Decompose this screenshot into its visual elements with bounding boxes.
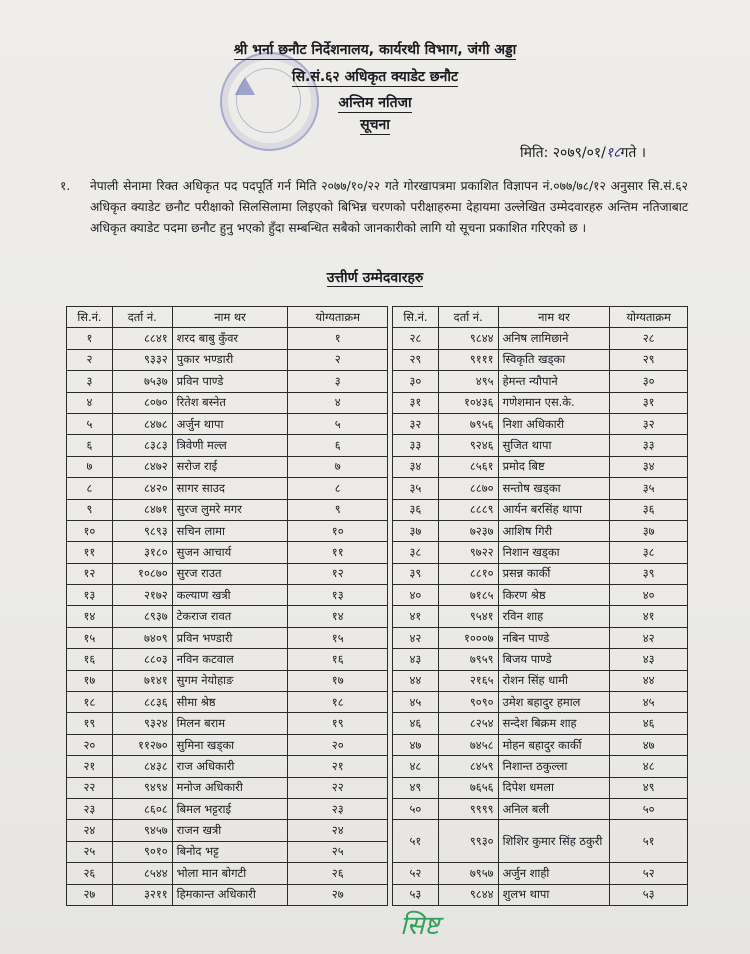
serial-cell: १९ bbox=[67, 713, 113, 734]
table-row bbox=[67, 670, 388, 691]
serial-cell: १८ bbox=[67, 692, 113, 713]
merit-rank-cell: २ bbox=[288, 349, 388, 370]
table-row bbox=[393, 542, 688, 563]
serial-cell: ५० bbox=[393, 798, 439, 819]
header-result: अन्तिम नतिजा bbox=[338, 95, 412, 111]
reg-no-cell: ९५४१ bbox=[438, 606, 498, 627]
table-row bbox=[393, 627, 688, 648]
merit-rank-cell: ३३ bbox=[610, 435, 688, 456]
reg-no-cell: ७२३७ bbox=[438, 520, 498, 541]
table-row bbox=[67, 756, 388, 777]
name-cell: नविन कटवाल bbox=[172, 649, 288, 670]
table-row bbox=[67, 798, 388, 819]
reg-no-cell: १०४३६ bbox=[438, 392, 498, 413]
reg-no-cell: ९०१० bbox=[112, 841, 172, 862]
reg-no-cell: ८३८३ bbox=[112, 435, 172, 456]
name-cell: रितेश बस्नेत bbox=[172, 392, 288, 413]
name-cell: प्रविन पाण्डे bbox=[172, 371, 288, 392]
table-row bbox=[393, 456, 688, 477]
reg-no-cell: ८०७० bbox=[112, 392, 172, 413]
reg-no-cell: ८४५९ bbox=[438, 756, 498, 777]
header-program: सि.सं.६२ अधिकृत क्याडेट छनौट bbox=[291, 69, 459, 85]
reg-no-cell: ८४३८ bbox=[112, 756, 172, 777]
reg-no-cell: २१६५ bbox=[438, 670, 498, 691]
name-cell: प्रमोद बिष्ट bbox=[498, 456, 610, 477]
name-cell: सचिन लामा bbox=[172, 520, 288, 541]
table-row bbox=[393, 585, 688, 606]
serial-cell: ३१ bbox=[393, 392, 439, 413]
name-cell: सुजित थापा bbox=[498, 435, 610, 456]
col-reg-no: दर्ता नं. bbox=[112, 307, 172, 328]
serial-cell: ४ bbox=[67, 392, 113, 413]
reg-no-cell: ८२५४ bbox=[438, 713, 498, 734]
table-row bbox=[393, 371, 688, 392]
serial-cell: १२ bbox=[67, 563, 113, 584]
serial-cell: ३४ bbox=[393, 456, 439, 477]
merit-rank-cell: ५१ bbox=[610, 820, 688, 863]
table-row bbox=[67, 863, 388, 884]
name-cell: उमेश बहादुर हमाल bbox=[498, 692, 610, 713]
serial-cell: ८ bbox=[67, 478, 113, 499]
merit-rank-cell: १५ bbox=[288, 627, 388, 648]
col-name: नाम थर bbox=[498, 307, 610, 328]
reg-no-cell: ९८४४ bbox=[438, 884, 498, 905]
reg-no-cell: ८६०८ bbox=[112, 798, 172, 819]
table-row bbox=[393, 884, 688, 905]
table-row bbox=[67, 606, 388, 627]
serial-cell: ४६ bbox=[393, 713, 439, 734]
table-row bbox=[67, 456, 388, 477]
merit-rank-cell: ४९ bbox=[610, 777, 688, 798]
name-cell: नबिन पाण्डे bbox=[498, 627, 610, 648]
merit-rank-cell: ४५ bbox=[610, 692, 688, 713]
merit-rank-cell: २७ bbox=[288, 884, 388, 905]
serial-cell: ३६ bbox=[393, 499, 439, 520]
serial-cell: ४५ bbox=[393, 692, 439, 713]
merit-rank-cell: ८ bbox=[288, 478, 388, 499]
merit-rank-cell: २० bbox=[288, 734, 388, 755]
name-cell: राजन खत्री bbox=[172, 820, 288, 841]
name-cell: आशिष गिरी bbox=[498, 520, 610, 541]
serial-cell: २६ bbox=[67, 863, 113, 884]
serial-cell: ३७ bbox=[393, 520, 439, 541]
reg-no-cell: ७४५८ bbox=[438, 734, 498, 755]
table-row bbox=[393, 798, 688, 819]
table-row bbox=[67, 713, 388, 734]
name-cell: रविन शाह bbox=[498, 606, 610, 627]
merit-rank-cell: ११ bbox=[288, 542, 388, 563]
name-cell: सुजन आचार्य bbox=[172, 542, 288, 563]
col-serial: सि.नं. bbox=[393, 307, 439, 328]
name-cell: अर्जुन शाही bbox=[498, 863, 610, 884]
merit-rank-cell: ३० bbox=[610, 371, 688, 392]
merit-rank-cell: ४४ bbox=[610, 670, 688, 691]
serial-cell: ४७ bbox=[393, 734, 439, 755]
table-row bbox=[67, 563, 388, 584]
reg-no-cell: ८८४१ bbox=[112, 328, 172, 349]
serial-cell: ४२ bbox=[393, 627, 439, 648]
reg-no-cell: ९३३२ bbox=[112, 349, 172, 370]
table-row bbox=[67, 328, 388, 349]
passed-candidates-title: उत्तीर्ण उम्मेदवारहरु bbox=[326, 270, 424, 286]
merit-rank-cell: १७ bbox=[288, 670, 388, 691]
name-cell: पुकार भण्डारी bbox=[172, 349, 288, 370]
reg-no-cell: ३१८० bbox=[112, 542, 172, 563]
table-row bbox=[393, 392, 688, 413]
merit-rank-cell: १६ bbox=[288, 649, 388, 670]
merit-rank-cell: ५ bbox=[288, 413, 388, 434]
serial-cell: २३ bbox=[67, 798, 113, 819]
reg-no-cell: ८८०३ bbox=[112, 649, 172, 670]
serial-cell: ३ bbox=[67, 371, 113, 392]
table-row bbox=[393, 435, 688, 456]
merit-rank-cell: ९ bbox=[288, 499, 388, 520]
serial-cell: ५ bbox=[67, 413, 113, 434]
table-row bbox=[67, 734, 388, 755]
merit-rank-cell: ४ bbox=[288, 392, 388, 413]
table-row bbox=[67, 499, 388, 520]
name-cell: कल्याण खत्री bbox=[172, 585, 288, 606]
name-cell: आर्यन बरसिंह थापा bbox=[498, 499, 610, 520]
serial-cell: ४० bbox=[393, 585, 439, 606]
name-cell: बिमल भट्टराई bbox=[172, 798, 288, 819]
reg-no-cell: ७९५६ bbox=[438, 413, 498, 434]
serial-cell: १६ bbox=[67, 649, 113, 670]
name-cell: शरद बाबु कुँवर bbox=[172, 328, 288, 349]
reg-no-cell: ८४७८ bbox=[112, 413, 172, 434]
reg-no-cell: ७१४१ bbox=[112, 670, 172, 691]
name-cell: सागर साउद bbox=[172, 478, 288, 499]
name-cell: निशान्त ठकुल्ला bbox=[498, 756, 610, 777]
table-row bbox=[67, 478, 388, 499]
merit-rank-cell: ४१ bbox=[610, 606, 688, 627]
name-cell: निशान खड्का bbox=[498, 542, 610, 563]
table-row bbox=[393, 863, 688, 884]
merit-rank-cell: २५ bbox=[288, 841, 388, 862]
name-cell: प्रसन्न कार्की bbox=[498, 563, 610, 584]
table-row bbox=[67, 413, 388, 434]
name-cell: सन्तोष खड्का bbox=[498, 478, 610, 499]
serial-cell: ५२ bbox=[393, 863, 439, 884]
table-row bbox=[393, 349, 688, 370]
merit-rank-cell: ३९ bbox=[610, 563, 688, 584]
merit-rank-cell: २८ bbox=[610, 328, 688, 349]
serial-cell: ७ bbox=[67, 456, 113, 477]
merit-rank-cell: ४६ bbox=[610, 713, 688, 734]
merit-rank-cell: ४२ bbox=[610, 627, 688, 648]
merit-rank-cell: ५० bbox=[610, 798, 688, 819]
merit-rank-cell: २९ bbox=[610, 349, 688, 370]
reg-no-cell: ८४७१ bbox=[112, 499, 172, 520]
results-table-right bbox=[392, 306, 688, 906]
name-cell: सुरज लुमरे मगर bbox=[172, 499, 288, 520]
table-row bbox=[67, 585, 388, 606]
reg-no-cell: ७४०९ bbox=[112, 627, 172, 648]
reg-no-cell: ९४५७ bbox=[112, 820, 172, 841]
serial-cell: ३० bbox=[393, 371, 439, 392]
reg-no-cell: १०८७० bbox=[112, 563, 172, 584]
merit-rank-cell: ४३ bbox=[610, 649, 688, 670]
name-cell: भोला मान बोगटी bbox=[172, 863, 288, 884]
merit-rank-cell: २२ bbox=[288, 777, 388, 798]
table-row bbox=[393, 734, 688, 755]
table-row bbox=[393, 606, 688, 627]
serial-cell: ३२ bbox=[393, 413, 439, 434]
reg-no-cell: ८८७० bbox=[438, 478, 498, 499]
reg-no-cell: ९९३० bbox=[438, 820, 498, 863]
merit-rank-cell: ३१ bbox=[610, 392, 688, 413]
reg-no-cell: ९८९३ bbox=[112, 520, 172, 541]
name-cell: निशा अधिकारी bbox=[498, 413, 610, 434]
name-cell: अनिल बली bbox=[498, 798, 610, 819]
merit-rank-cell: ४७ bbox=[610, 734, 688, 755]
serial-cell: ३८ bbox=[393, 542, 439, 563]
merit-rank-cell: ५२ bbox=[610, 863, 688, 884]
merit-rank-cell: २४ bbox=[288, 820, 388, 841]
name-cell: सुगम नेयोहाङ bbox=[172, 670, 288, 691]
reg-no-cell: ८४७२ bbox=[112, 456, 172, 477]
signature: सिष्ट bbox=[400, 911, 440, 941]
table-row bbox=[393, 756, 688, 777]
reg-no-cell: ७९५९ bbox=[438, 649, 498, 670]
serial-cell: ५१ bbox=[393, 820, 439, 863]
reg-no-cell: ८८१० bbox=[438, 563, 498, 584]
name-cell: मनोज अधिकारी bbox=[172, 777, 288, 798]
merit-rank-cell: ३५ bbox=[610, 478, 688, 499]
reg-no-cell: ४९५ bbox=[438, 371, 498, 392]
merit-rank-cell: ३६ bbox=[610, 499, 688, 520]
name-cell: बिजय पाण्डे bbox=[498, 649, 610, 670]
reg-no-cell: ७१८५ bbox=[438, 585, 498, 606]
reg-no-cell: ८८८९ bbox=[438, 499, 498, 520]
serial-cell: ११ bbox=[67, 542, 113, 563]
serial-cell: ४३ bbox=[393, 649, 439, 670]
table-row bbox=[67, 692, 388, 713]
table-row bbox=[67, 820, 388, 841]
serial-cell: ३९ bbox=[393, 563, 439, 584]
merit-rank-cell: २३ bbox=[288, 798, 388, 819]
notice-date: मिति: २०७९/०१/१८गते । bbox=[520, 145, 647, 161]
name-cell: बिनोद भट्ट bbox=[172, 841, 288, 862]
serial-cell: ४८ bbox=[393, 756, 439, 777]
name-cell: सीमा श्रेष्ठ bbox=[172, 692, 288, 713]
merit-rank-cell: ३ bbox=[288, 371, 388, 392]
serial-cell: ३५ bbox=[393, 478, 439, 499]
name-cell: टेकराज रावत bbox=[172, 606, 288, 627]
merit-rank-cell: ३७ bbox=[610, 520, 688, 541]
table-row bbox=[393, 713, 688, 734]
serial-cell: ४४ bbox=[393, 670, 439, 691]
col-reg-no: दर्ता नं. bbox=[438, 307, 498, 328]
header-notice: सूचना bbox=[360, 117, 390, 133]
table-row bbox=[67, 371, 388, 392]
reg-no-cell: ८५६१ bbox=[438, 456, 498, 477]
table-row bbox=[67, 542, 388, 563]
reg-no-cell: ९७२२ bbox=[438, 542, 498, 563]
serial-cell: ५३ bbox=[393, 884, 439, 905]
name-cell: स्विकृति खड्का bbox=[498, 349, 610, 370]
reg-no-cell: ९०९० bbox=[438, 692, 498, 713]
serial-cell: २७ bbox=[67, 884, 113, 905]
reg-no-cell: ९३२४ bbox=[112, 713, 172, 734]
reg-no-cell: ९२४६ bbox=[438, 435, 498, 456]
serial-cell: २८ bbox=[393, 328, 439, 349]
table-row bbox=[393, 649, 688, 670]
name-cell: त्रिवेणी मल्ल bbox=[172, 435, 288, 456]
merit-rank-cell: १२ bbox=[288, 563, 388, 584]
reg-no-cell: ३२११ bbox=[112, 884, 172, 905]
results-table-left bbox=[66, 306, 388, 906]
table-row bbox=[393, 499, 688, 520]
serial-cell: ६ bbox=[67, 435, 113, 456]
merit-rank-cell: १ bbox=[288, 328, 388, 349]
table-row bbox=[393, 328, 688, 349]
merit-rank-cell: ६ bbox=[288, 435, 388, 456]
table-row bbox=[393, 820, 688, 863]
serial-cell: २९ bbox=[393, 349, 439, 370]
header-office: श्री भर्ना छनौट निर्देशनालय, कार्यरथी विभाग, जंगी अड्डा bbox=[233, 42, 517, 58]
table-row bbox=[67, 627, 388, 648]
merit-rank-cell: २६ bbox=[288, 863, 388, 884]
serial-cell: २४ bbox=[67, 820, 113, 841]
serial-cell: २२ bbox=[67, 777, 113, 798]
serial-cell: १० bbox=[67, 520, 113, 541]
name-cell: रोशन सिंह धामी bbox=[498, 670, 610, 691]
reg-no-cell: ८८३६ bbox=[112, 692, 172, 713]
serial-cell: १४ bbox=[67, 606, 113, 627]
table-row bbox=[67, 777, 388, 798]
merit-rank-cell: ४० bbox=[610, 585, 688, 606]
name-cell: राज अधिकारी bbox=[172, 756, 288, 777]
serial-cell: १७ bbox=[67, 670, 113, 691]
serial-cell: १५ bbox=[67, 627, 113, 648]
serial-cell: २५ bbox=[67, 841, 113, 862]
serial-cell: ४१ bbox=[393, 606, 439, 627]
merit-rank-cell: १९ bbox=[288, 713, 388, 734]
reg-no-cell: १०००७ bbox=[438, 627, 498, 648]
reg-no-cell: २१७२ bbox=[112, 585, 172, 606]
table-row bbox=[393, 413, 688, 434]
table-row bbox=[393, 563, 688, 584]
table-row bbox=[393, 777, 688, 798]
serial-cell: १३ bbox=[67, 585, 113, 606]
merit-rank-cell: २१ bbox=[288, 756, 388, 777]
col-merit-rank: योग्यताक्रम bbox=[288, 307, 388, 328]
handwritten-day: १८ bbox=[605, 145, 621, 161]
name-cell: दिपेश धमला bbox=[498, 777, 610, 798]
col-serial: सि.नं. bbox=[67, 307, 113, 328]
reg-no-cell: ९४९४ bbox=[112, 777, 172, 798]
reg-no-cell: ८४२० bbox=[112, 478, 172, 499]
name-cell: हेमन्त न्यौपाने bbox=[498, 371, 610, 392]
merit-rank-cell: ३४ bbox=[610, 456, 688, 477]
merit-rank-cell: १८ bbox=[288, 692, 388, 713]
merit-rank-cell: ३२ bbox=[610, 413, 688, 434]
merit-rank-cell: १३ bbox=[288, 585, 388, 606]
serial-cell: ९ bbox=[67, 499, 113, 520]
serial-cell: ३३ bbox=[393, 435, 439, 456]
notice-paragraph: १. नेपाली सेनामा रिक्त अधिकृत पद पदपूर्ति गर्न मिति २०७७/१०/२२ गते गोरखापत्रमा प्रकाशित विज्ञापन नं.०७७/७८/१२ अनुसार सि.सं.६२ अधिकृत क्याडेट छनौट परीक्षाको सिलसिलामा लिइएको बिभिन्न चरणको परीक्षाहरुमा देहायमा उल्लेखित उम्मेदवारहरु अन्तिम नतिजाबाट अधिकृत क्याडेट पदमा छनौट हुनु भएको हुँदा सम्बन्धित सबैको जानकारीको लागि यो सूचना प्रकाशित गरिएको छ । bbox=[60, 179, 688, 235]
name-cell: सुरज राउत bbox=[172, 563, 288, 584]
reg-no-cell: ९८४४ bbox=[438, 328, 498, 349]
merit-rank-cell: ५३ bbox=[610, 884, 688, 905]
name-cell: मोहन बहादुर कार्की bbox=[498, 734, 610, 755]
serial-cell: १ bbox=[67, 328, 113, 349]
reg-no-cell: ७९५७ bbox=[438, 863, 498, 884]
table-row bbox=[67, 520, 388, 541]
name-cell: सन्देश बिक्रम शाह bbox=[498, 713, 610, 734]
serial-cell: २ bbox=[67, 349, 113, 370]
serial-cell: ४९ bbox=[393, 777, 439, 798]
name-cell: गणेशमान एस.के. bbox=[498, 392, 610, 413]
name-cell: सुमिना खड्का bbox=[172, 734, 288, 755]
col-name: नाम थर bbox=[172, 307, 288, 328]
table-row bbox=[67, 349, 388, 370]
merit-rank-cell: ७ bbox=[288, 456, 388, 477]
name-cell: किरण श्रेष्ठ bbox=[498, 585, 610, 606]
reg-no-cell: ९९९९ bbox=[438, 798, 498, 819]
office-seal-stamp: ⛰ bbox=[220, 52, 319, 151]
reg-no-cell: ७६५६ bbox=[438, 777, 498, 798]
name-cell: हिमकान्त अधिकारी bbox=[172, 884, 288, 905]
reg-no-cell: ८९३७ bbox=[112, 606, 172, 627]
table-row bbox=[393, 670, 688, 691]
name-cell: शुलभ थापा bbox=[498, 884, 610, 905]
table-row bbox=[393, 478, 688, 499]
table-row bbox=[67, 392, 388, 413]
reg-no-cell: ११२७० bbox=[112, 734, 172, 755]
merit-rank-cell: १४ bbox=[288, 606, 388, 627]
table-row bbox=[67, 435, 388, 456]
reg-no-cell: ८५४४ bbox=[112, 863, 172, 884]
name-cell: शिशिर कुमार सिंह ठकुरी bbox=[498, 820, 610, 863]
serial-cell: २१ bbox=[67, 756, 113, 777]
merit-rank-cell: १० bbox=[288, 520, 388, 541]
name-cell: सरोज राई bbox=[172, 456, 288, 477]
name-cell: अनिष लामिछाने bbox=[498, 328, 610, 349]
name-cell: मिलन बराम bbox=[172, 713, 288, 734]
col-merit-rank: योग्यताक्रम bbox=[610, 307, 688, 328]
reg-no-cell: ७५३७ bbox=[112, 371, 172, 392]
table-row bbox=[67, 884, 388, 905]
name-cell: प्रविन भण्डारी bbox=[172, 627, 288, 648]
name-cell: अर्जुन थापा bbox=[172, 413, 288, 434]
merit-rank-cell: ३८ bbox=[610, 542, 688, 563]
merit-rank-cell: ४८ bbox=[610, 756, 688, 777]
serial-cell: २० bbox=[67, 734, 113, 755]
table-row bbox=[393, 520, 688, 541]
table-row bbox=[393, 692, 688, 713]
table-row bbox=[67, 841, 388, 862]
reg-no-cell: ९१११ bbox=[438, 349, 498, 370]
table-row bbox=[67, 649, 388, 670]
